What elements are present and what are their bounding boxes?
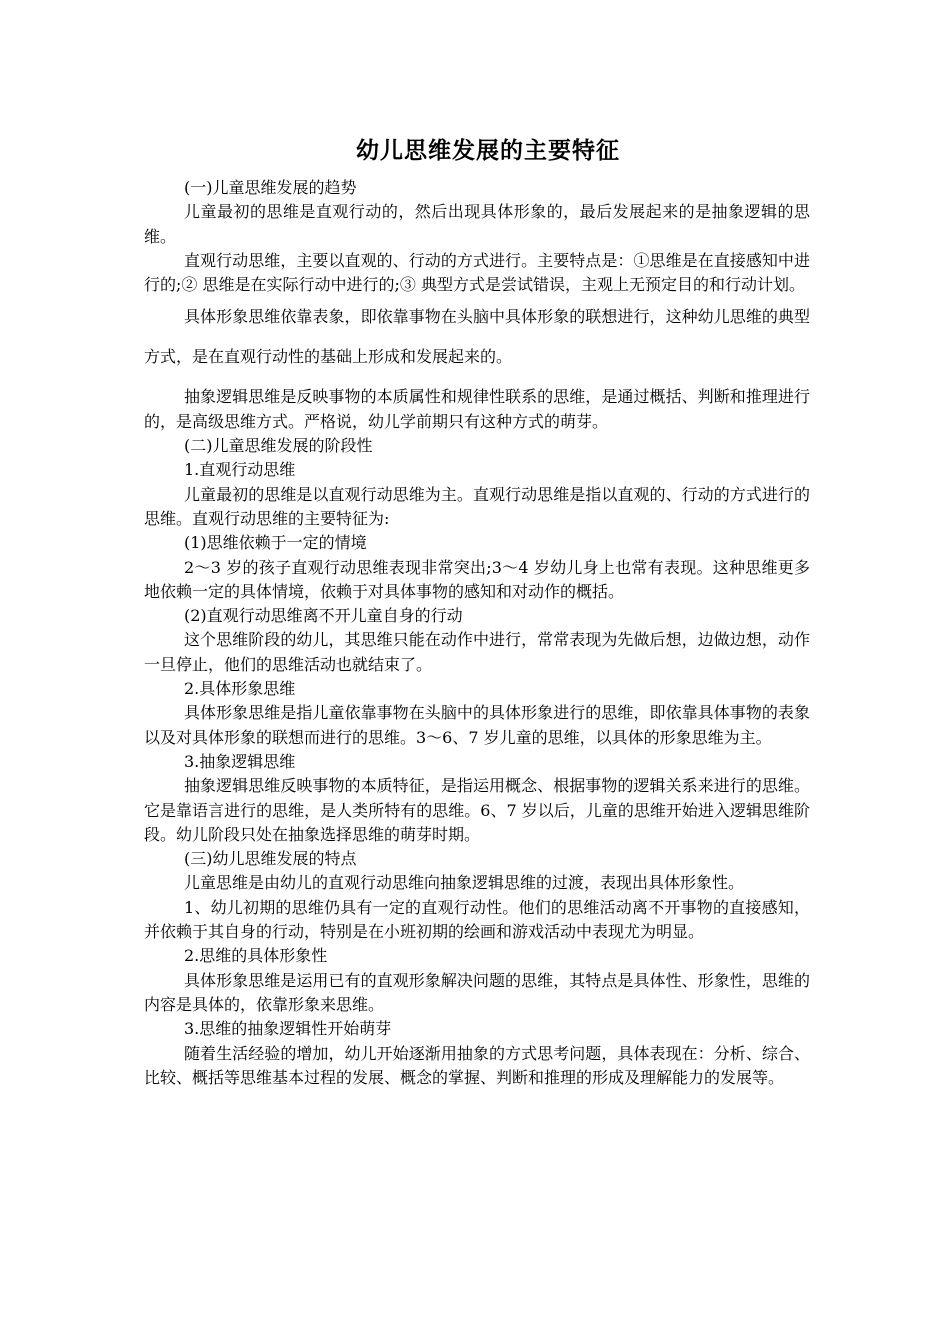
subsection-heading: (2)直观行动思维离不开儿童自身的行动 (184, 606, 463, 626)
subsection-heading: (1)思维依赖于一定的情境 (184, 533, 367, 553)
paragraph: 儿童最初的思维是以直观行动思维为主。直观行动思维是指以直观的、行动的方式进行的思维。直观行动思维的主要特征为: (144, 484, 810, 528)
subsection-heading: 2.具体形象思维 (184, 679, 296, 699)
paragraph: 具体形象思维是运用已有的直观形象解决问题的思维，其特点是具体性、形象性，思维的内容是具体的，依靠形象来思维。 (144, 970, 810, 1014)
section-heading: (二)儿童思维发展的阶段性 (184, 436, 373, 456)
subsection-heading: 1.直观行动思维 (184, 460, 296, 480)
section-heading: (一)儿童思维发展的趋势 (184, 178, 357, 197)
paragraph: 这个思维阶段的幼儿，其思维只能在动作中进行，常常表现为先做后想，边做边想，动作一旦停止，他们的思维活动也就结束了。 (144, 630, 810, 674)
section-heading: (三)幼儿思维发展的特点 (184, 849, 357, 869)
paragraph: 抽象逻辑思维是反映事物的本质属性和规律性联系的思维，是通过概括、判断和推理进行的，是高级思维方式。严格说，幼儿学前期只有这种方式的萌芽。 (144, 387, 810, 431)
paragraph: 儿童最初的思维是直观行动的，然后出现具体形象的，最后发展起来的是抽象逻辑的思维。 (144, 202, 810, 246)
document-page (144, 128, 810, 1090)
paragraph: 2～3 岁的孩子直观行动思维表现非常突出;3～4 岁幼儿身上也常有表现。这种思维更多地依赖一定的具体情境，依赖于对具体事物的感知和对动作的概括。 (144, 557, 810, 601)
subsection-heading: 2.思维的具体形象性 (184, 946, 328, 966)
paragraph: 具体形象思维是指儿童依靠事物在头脑中的具体形象进行的思维，即依靠具体事物的表象以及对具体形象的联想而进行的思维。3～6、7 岁儿童的思维，以具体的形象思维为主。 (144, 703, 810, 747)
paragraph: 具体形象思维依靠表象，即依靠事物在头脑中具体形象的联想进行，这种幼儿思维的典型方式，是在直观行动性的基础上形成和发展起来的。 (144, 307, 810, 367)
document-title: 幼儿思维发展的主要特征 (356, 138, 620, 164)
paragraph: 抽象逻辑思维反映事物的本质特征，是指运用概念、根据事物的逻辑关系来进行的思维。它是靠语言进行的思维，是人类所特有的思维。6、7 岁以后，儿童的思维开始进入逻辑思维阶段。幼儿阶段只处在抽象选择思维的萌芽时期。 (144, 776, 810, 844)
subsection-heading: 3.抽象逻辑思维 (184, 751, 296, 771)
paragraph: 直观行动思维，主要以直观的、行动的方式进行。主要特点是：①思维是在直接感知中进行的;② 思维是在实际行动中进行的;③ 典型方式是尝试错误，主观上无预定目的和行动计划。 (144, 250, 810, 295)
paragraph: 1、幼儿初期的思维仍具有一定的直观行动性。他们的思维活动离不开事物的直接感知，并依赖于其自身的行动，特别是在小班初期的绘画和游戏活动中表现尤为明显。 (144, 897, 810, 942)
paragraph: 随着生活经验的增加，幼儿开始逐渐用抽象的方式思考问题，具体表现在：分析、综合、比较、概括等思维基本过程的发展、概念的掌握、判断和推理的形成及理解能力的发展等。 (144, 1043, 810, 1087)
paragraph: 儿童思维是由幼儿的直观行动思维向抽象逻辑思维的过渡，表现出具体形象性。 (184, 873, 745, 893)
subsection-heading: 3.思维的抽象逻辑性开始萌芽 (184, 1019, 392, 1039)
